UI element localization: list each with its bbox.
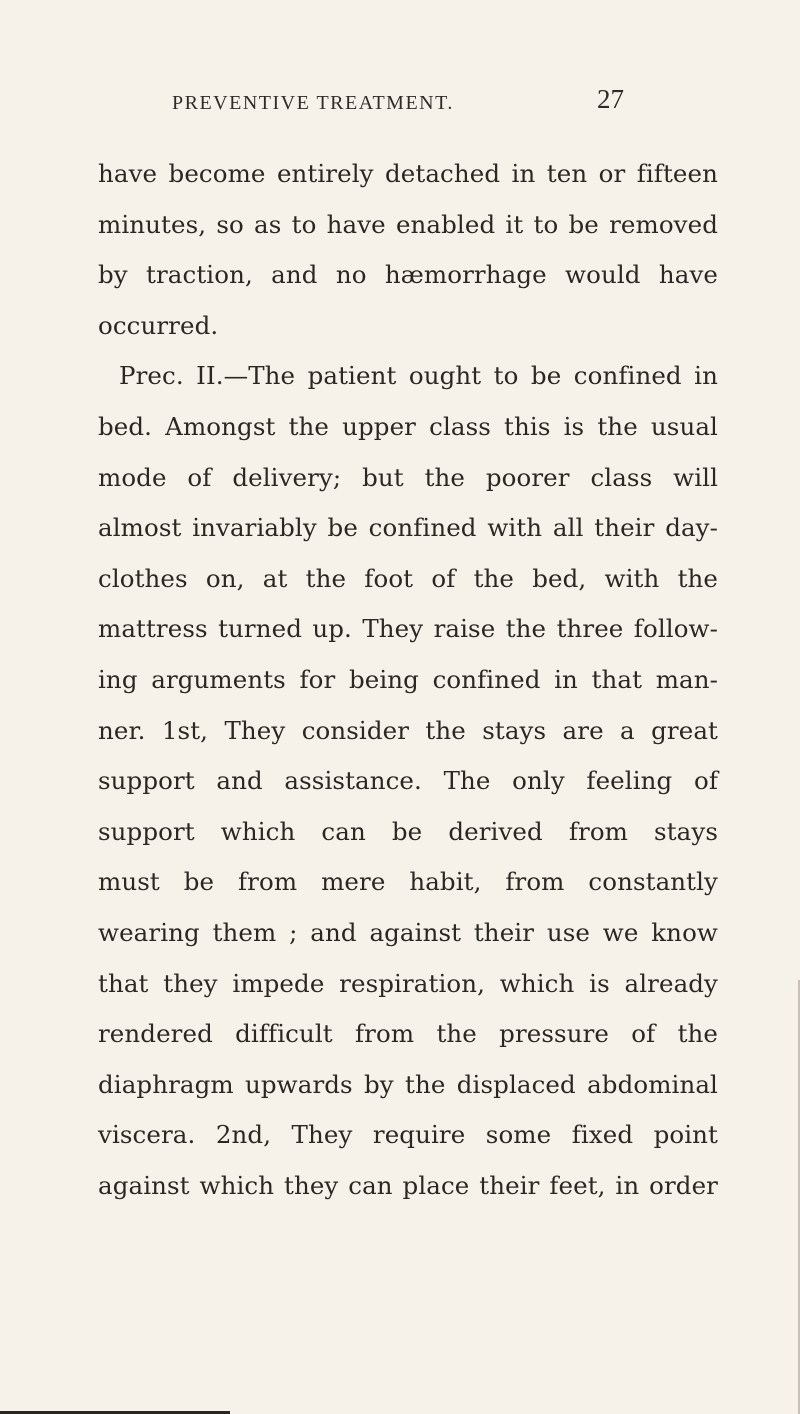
text-line: have become entirely detached in ten or fifteen bbox=[98, 159, 718, 188]
text-line: ner. 1st, They consider the stays are a great bbox=[98, 715, 718, 745]
text-line: by traction, and no hæmorrhage would have bbox=[98, 260, 718, 290]
text-line: ing arguments for being confined in that man- bbox=[98, 664, 718, 694]
text-line: against which they can place their feet, in order bbox=[98, 1170, 718, 1200]
text-line: minutes, so as to have enabled it to be removed bbox=[98, 209, 718, 239]
text-line: that they impede respiration, which is already bbox=[98, 968, 718, 998]
text-line: diaphragm upwards by the displaced abdominal bbox=[98, 1069, 718, 1099]
text-line: must be from mere habit, from constantly bbox=[98, 867, 718, 897]
running-head: PREVENTIVE TREATMENT. bbox=[172, 92, 454, 114]
text-line: almost invariably be confined with all their day- bbox=[98, 513, 718, 543]
text-line: rendered difficult from the pressure of the bbox=[98, 1019, 718, 1049]
page-number: 27 bbox=[597, 84, 624, 114]
text-line: viscera. 2nd, They require some fixed point bbox=[98, 1120, 718, 1150]
text-line: clothes on, at the foot of the bed, with the bbox=[98, 563, 718, 593]
text-line: wearing them ; and against their use we know bbox=[98, 917, 718, 947]
text-line: occurred. bbox=[98, 310, 219, 340]
text-line: bed. Amongst the upper class this is the usual bbox=[98, 411, 718, 441]
body-text bbox=[98, 149, 718, 1211]
text-line: support which can be derived from stays bbox=[98, 816, 718, 846]
text-line: support and assistance. The only feeling of bbox=[98, 766, 718, 796]
text-line: mode of delivery; but the poorer class will bbox=[98, 462, 718, 492]
text-line: Prec. II.—The patient ought to be confined in bbox=[119, 361, 718, 391]
text-line: mattress turned up. They raise the three follow- bbox=[98, 614, 718, 644]
